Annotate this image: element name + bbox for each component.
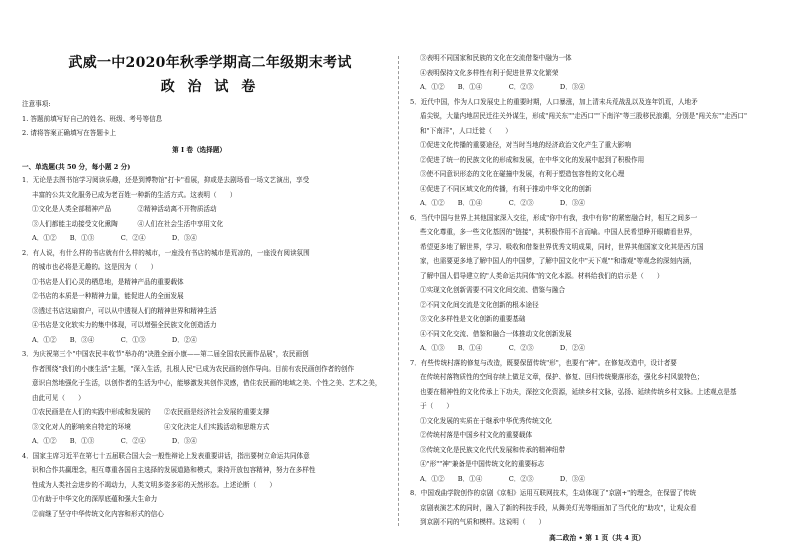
text-line: 了解中国人倡导建立的"人类命运共同体"的文化本源。材料给我们的启示是（ ） xyxy=(420,271,664,280)
text-line: ③使不同意识形态的文化在碰撞中发展，有利于塑造包容性的文化心理 xyxy=(420,170,625,178)
text-line: 3．为庆祝第三个"中国农民丰收节"举办的"决胜全面小康——第二届全国农民画作品展"，农民画创 xyxy=(22,350,309,358)
text-line: 丰富的公共文化服务已成为老百姓一种新的生活方式。这表明（ ） xyxy=(32,190,237,199)
text-line: ②传统村落是中国乡村文化的重要载体 xyxy=(420,431,533,439)
text-line: 由此可见（ ） xyxy=(32,393,85,402)
text-line: A．①② B．①④ C．②③ D．③④ xyxy=(420,474,586,483)
text-line: A．①③ B．①④ C．②③ D．②④ xyxy=(420,344,586,352)
text-line: ④表明保持文化多样性有利于促进世界文化繁荣 xyxy=(420,68,559,77)
text-line: ①有助于中华文化的深厚底蕴和强大生命力 xyxy=(32,495,158,503)
text-line: ①农民画是在人们的实践中形成和发展的 ②农民画是经济社会发展的重要支撑 xyxy=(32,408,270,416)
text-line: 性成为人类社会进步的不竭动力，人类文明多姿多彩的天然形态。上述论断（ ） xyxy=(32,480,276,489)
text-line: 些文化尊重，多一些文化基因的"链接"，其积极作用不言而喻。中国人民希望睁开眼睛看世界， xyxy=(420,228,697,236)
notice-item: 2. 请将答案正确填写在答题卡上 xyxy=(22,129,117,137)
text-line: ①文化是人类全部精神产品 ②精神活动离不开物质活动 xyxy=(32,205,217,213)
exam-title: 武威一中2020年秋季学期高二年级期末考试 xyxy=(68,55,352,71)
exam-subtitle: 政 治 试 卷 xyxy=(160,79,260,95)
text-line: 4．国家主席习近平在第七十五届联合国大会一般性辩论上发表重要讲话，指出要树立命运共同体意 xyxy=(22,451,310,460)
text-line: 家，也需要更多地了解中国人的中国梦，了解中国文化中"天下观""和谐观"等观念的深刻内涵， xyxy=(420,257,696,265)
text-line: ④不同文化交流、借鉴和融合一体推动文化创新发展 xyxy=(420,329,572,338)
text-line: 作者围绕"我们的小康生活"主题，"深入生活，扎根人民"已成为农民画的创作导向。目前有农民画创作者的创作 xyxy=(32,364,355,373)
text-line: ①实现文化创新需要不同文化间交流、借鉴与融合 xyxy=(420,286,566,294)
text-line: A．①② B．①③ C．②④ D．③④ xyxy=(32,234,198,242)
text-line: ①文化发展的实质在于继承中华优秀传统文化 xyxy=(420,416,552,425)
text-line: ③表明不同国家和民族的文化在交流借鉴中融为一体 xyxy=(420,54,572,62)
column-divider xyxy=(398,56,399,526)
text-line: 盾尖锐，大量内地居民迁往关外谋生，形成"闯关东""走西口""下南洋"等三股移民浪潮，分别是"闯关东""走西口" xyxy=(420,112,748,120)
text-line: A．①② B．①④ C．②③ D．③④ xyxy=(420,199,586,207)
text-line: ③文化多样性是文化创新的重要基础 xyxy=(420,315,526,323)
text-line: 5．近代中国，作为人口发展史上的重要时期，人口暴涨，加上清末兵荒战乱以及连年饥荒，人地矛 xyxy=(410,97,698,106)
text-line: A．①② B．③④ C．①③ D．②④ xyxy=(32,335,198,344)
section-title: 第 I 卷（选择题） xyxy=(172,146,226,154)
text-line: 识和合作共赢理念，相互尊重各国自主选择的发展道路和模式，秉持开放包容精神，努力在多样性 xyxy=(32,466,316,474)
text-line: 和"下南洋"，人口迁徙（ ） xyxy=(420,126,512,135)
text-line: 在传统村落物质性的空间存续上做足文章，保护、修复、回归传统聚落形态，强化乡村风貌特色； xyxy=(420,373,704,381)
text-line: ②书店的本质是一种精神力量，能促进人的全面发展 xyxy=(32,292,184,300)
text-line: 1．无论是去图书馆学习阅读乐趣，还是到博物馆"打卡"看展，抑或是去剧场看一场文艺演出，享受 xyxy=(22,176,310,184)
text-line: ②肩继了坚守中华传统文化内容和形式的信心 xyxy=(32,509,164,518)
text-line: 京剧表演艺术的同时，融入了新的科技手段，从舞美灯光等细面加了当代化的"助攻"，让观众看 xyxy=(420,503,697,512)
text-line: 8．中国戏曲学院创作的京剧《京相》运用互联网技术，生动体现了"京剧+"的理念，在保留了传统 xyxy=(410,489,697,497)
text-line: 希望更多地了解世界，学习、吸收和借鉴世界优秀文明成果，同时，世界其他国家文化其是西方国 xyxy=(420,242,704,251)
text-line: ④书店是文化软实力的集中体现，可以增强全民族文化创造活力 xyxy=(32,321,217,329)
text-line: ②促进了统一的民族文化的形成和发展，在中华文化的发展中起到了积极作用 xyxy=(420,155,645,164)
text-line: ③人们都能主动接受文化熏陶 ④人们在社会生活中享用文化 xyxy=(32,219,224,228)
text-line: A．①② B．①④ C．②③ D．③④ xyxy=(420,83,586,91)
section-heading: 一、单选题(共 50 分，每小题 2 分) xyxy=(22,163,131,171)
notice-heading: 注意事项: xyxy=(22,100,51,108)
text-line: 2．有人说，有什么样的书店就有什么样的城市，一座没有书店的城市是荒凉的，一座没有阅读氛围 xyxy=(22,248,310,257)
text-line: 到京剧不同的气质和模样。这说明（ ） xyxy=(420,518,546,526)
text-line: ④促进了不同区域文化的传播，有利于推动中华文化的创新 xyxy=(420,184,592,193)
right-column xyxy=(400,0,794,550)
text-line: ③传统文化是民族文化代代发展和传承的精神纽带 xyxy=(420,445,566,454)
text-line: 意识自然地强化于生活，以创作者的生活为中心，能够激发其创作灵感，借住农民画的地域之美、个性之美、艺术之美， xyxy=(32,379,382,387)
notice-item: 1. 答题前填写好自己的姓名、班级、考号等信息 xyxy=(22,115,163,123)
text-line: 于（ ） xyxy=(420,402,453,410)
text-line: 也要在精神性的文化传承上下功夫，深挖文化资源，延续乡村文脉，弘扬、延续传统乡村文脉。上述观点是基 xyxy=(420,387,737,396)
text-line: 的城市也必将是无趣的。这是因为（ ） xyxy=(32,263,158,271)
text-line: ①书店是人们心灵的栖息地，是精神产品的重要载体 xyxy=(32,277,184,286)
page-footer: 高二政治 • 第 1 页（共 4 页） xyxy=(549,534,645,542)
text-line: ④"形""神"兼备是中国传统文化的重要标志 xyxy=(420,460,545,468)
text-line: ③文化对人的影响来自特定的环境 ④文化決定人们实践活动和思维方式 xyxy=(32,422,270,431)
text-line: 7．有些传统村落的修复与改造，既要保留传统"形"，也要有"神"。在修复改造中，设计者要 xyxy=(410,358,677,367)
text-line: A．①② B．①③ C．②④ D．③④ xyxy=(32,437,198,445)
text-line: ③透过书店这扇窗户，可以从中透视人们的精神世界和精神生活 xyxy=(32,306,217,315)
text-line: 6．当代中国与世界上其他国家深入交往，形成"你中有我，我中有你"的紧密融合时，相互之间多一 xyxy=(410,213,698,222)
text-line: ①促进文化传播的重要途径，对当时当地的经济政治文化产生了重大影响 xyxy=(420,141,631,149)
text-line: ②不同文化间交流是文化创新的根本途径 xyxy=(420,300,539,309)
